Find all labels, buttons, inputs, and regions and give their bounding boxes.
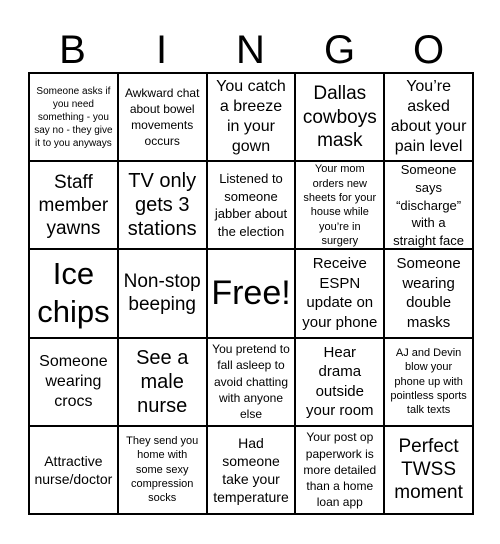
bingo-cell: TV only gets 3 stations: [118, 161, 207, 249]
bingo-grid: [28, 72, 474, 515]
bingo-cell: Had someone take your temperature: [207, 426, 296, 514]
bingo-cell: Perfect TWSS moment: [384, 426, 473, 514]
bingo-cell: Staff member yawns: [29, 161, 118, 249]
bingo-cell: Someone asks if you need something - you say no - they give it to you anyways: [29, 73, 118, 161]
header-letter-i: I: [155, 28, 168, 72]
bingo-cell: You pretend to fall asleep to avoid chatting with anyone else: [207, 338, 296, 426]
bingo-cell: Receive ESPN update on your phone: [295, 249, 384, 337]
bingo-cell: Someone says “discharge” with a straight face: [384, 161, 473, 249]
bingo-cell: Listened to someone jabber about the election: [207, 161, 296, 249]
header-letter-g: G: [323, 28, 356, 72]
bingo-cell: AJ and Devin blow your phone up with pointless sports talk texts: [384, 338, 473, 426]
bingo-cell: You’re asked about your pain level: [384, 73, 473, 161]
bingo-cell: Someone wearing double masks: [384, 249, 473, 337]
bingo-cell: Ice chips: [29, 249, 118, 337]
bingo-cell: Your post op paperwork is more detailed than a home loan app: [295, 426, 384, 514]
bingo-cell: Hear drama outside your room: [295, 338, 384, 426]
bingo-cell: Someone wearing crocs: [29, 338, 118, 426]
header-letter-b: B: [59, 28, 86, 72]
bingo-cell: See a male nurse: [118, 338, 207, 426]
bingo-cell: Your mom orders new sheets for your house while you’re in surgery: [295, 161, 384, 249]
bingo-cell: Attractive nurse/doctor: [29, 426, 118, 514]
bingo-cell: You catch a breeze in your gown: [207, 73, 296, 161]
header-letter-n: N: [236, 28, 265, 72]
bingo-header: [28, 28, 473, 72]
free-space: Free!: [207, 249, 296, 337]
bingo-cell: They send you home with some sexy compression socks: [118, 426, 207, 514]
bingo-cell: Awkward chat about bowel movements occurs: [118, 73, 207, 161]
bingo-cell: Non-stop beeping: [118, 249, 207, 337]
header-letter-o: O: [412, 28, 445, 72]
bingo-cell: Dallas cowboys mask: [295, 73, 384, 161]
